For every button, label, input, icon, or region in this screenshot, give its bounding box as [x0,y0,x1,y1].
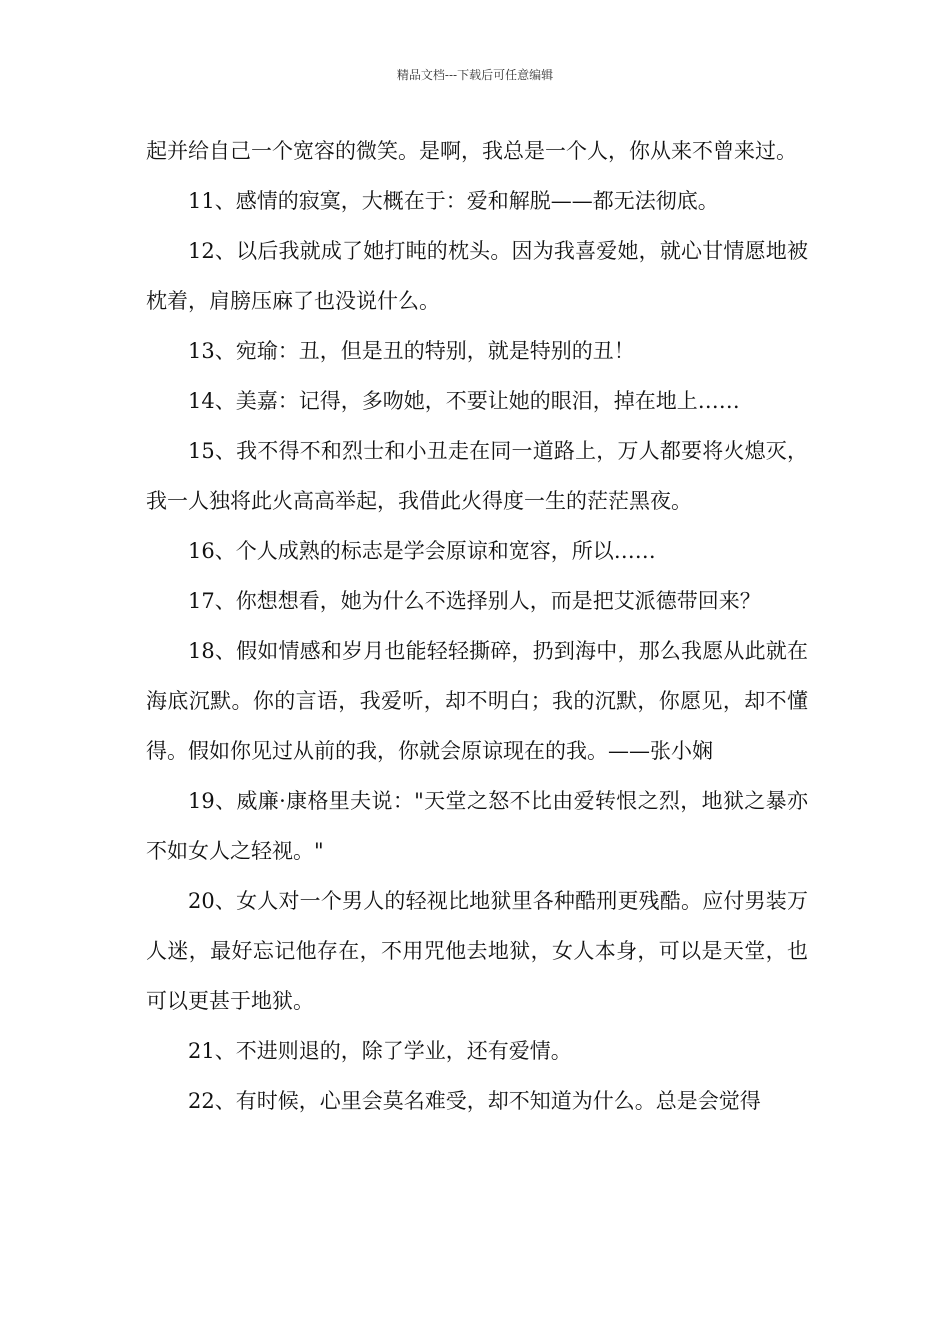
paragraph: 22、有时候，心里会莫名难受，却不知道为什么。总是会觉得 [188,1089,761,1113]
paragraph: 20、女人对一个男人的轻视比地狱里各种酷刑更残酷。应付男装万人迷，最好忘记他存在，不用咒他去地狱，女人本身，可以是天堂，也可以更甚于地狱。 [146,889,808,1013]
paragraph: 17、你想想看，她为什么不选择别人，而是把艾派德带回来？ [188,589,761,613]
page-header: 精品文档---下载后可任意编辑 [396,68,554,82]
document-body [146,126,808,1126]
paragraph: 11、感情的寂寞，大概在于：爱和解脱——都无法彻底。 [188,189,719,213]
paragraph: 15、我不得不和烈士和小丑走在同一道路上，万人都要将火熄灭，我一人独将此火高高举起，我借此火得度一生的茫茫黑夜。 [146,439,808,513]
paragraph: 起并给自己一个宽容的微笑。是啊，我总是一个人，你从来不曾来过。 [146,139,797,163]
paragraph: 18、假如情感和岁月也能轻轻撕碎，扔到海中，那么我愿从此就在海底沉默。你的言语，我爱听，却不明白；我的沉默，你愿见，却不懂得。假如你见过从前的我，你就会原谅现在的我。——张小娴 [146,639,808,763]
paragraph: 19、威廉·康格里夫说："天堂之怒不比由爱转恨之烈，地狱之暴亦不如女人之轻视。" [146,789,808,863]
paragraph: 14、美嘉：记得，多吻她，不要让她的眼泪，掉在地上…… [188,389,740,413]
paragraph: 16、个人成熟的标志是学会原谅和宽容，所以…… [188,539,656,563]
paragraph: 12、以后我就成了她打盹的枕头。因为我喜爱她，就心甘情愿地被枕着，肩膀压麻了也没说什么。 [146,239,808,313]
paragraph: 21、不进则退的，除了学业，还有爱情。 [188,1039,572,1063]
paragraph: 13、宛瑜：丑，但是丑的特别，就是特别的丑！ [188,339,635,363]
